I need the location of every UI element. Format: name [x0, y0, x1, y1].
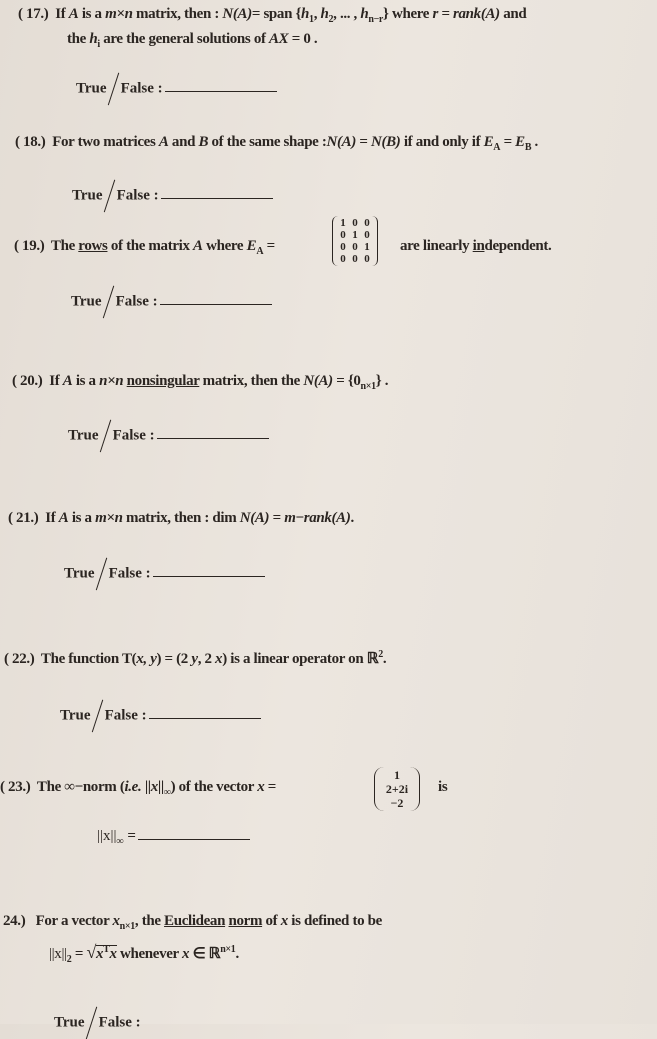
- slash-icon: [107, 74, 121, 104]
- answer-blank[interactable]: [161, 198, 273, 199]
- question-24-line-1: 24.) For a vector $x_{n\times 1}$, the Euclidean norm of x is defined to be: [3, 913, 382, 932]
- answer-blank[interactable]: [149, 718, 261, 719]
- question-19-end: are linearly independent.: [400, 238, 552, 254]
- question-17-line-2: the $h_i$ are the general solutions of AX = 0 .: [67, 31, 318, 50]
- answer-blank[interactable]: [157, 438, 269, 439]
- true-false-answer-18[interactable]: True False :: [72, 181, 273, 211]
- question-24-line-2: $||x||_2 = √x^Tx$ whenever x ∈ ℝ$^{n\times 1}$.: [49, 942, 239, 965]
- true-false-answer-17[interactable]: True False :: [76, 74, 277, 104]
- slash-icon: [99, 421, 113, 451]
- echelon-matrix: 1 0 0 0 1 0 0 0 1 0 0 0: [332, 216, 378, 266]
- vector-x: 1 2+2i −2: [374, 767, 420, 811]
- question-19: ( 19.) The rows of the matrix A where $E_A$ =: [14, 238, 275, 257]
- slash-icon: [95, 559, 109, 589]
- true-false-answer-20[interactable]: True False :: [68, 421, 269, 451]
- infinity-norm-answer[interactable]: $||x||_\infty$ =: [97, 828, 250, 847]
- true-false-answer-19[interactable]: True False :: [71, 287, 272, 317]
- answer-blank[interactable]: [138, 839, 250, 840]
- answer-blank[interactable]: [165, 91, 277, 92]
- answer-blank[interactable]: [160, 304, 272, 305]
- true-false-answer-24[interactable]: True False :: [54, 1008, 141, 1038]
- question-17-line-1: ( 17.) If A is a m×n matrix, then : N(A)= span {$h_1$, $h_2$, ... , $h_{n-r}$} where r = rank(A) and: [18, 6, 527, 25]
- question-18: ( 18.) For two matrices A and B of the same shape :N(A) = N(B) if and only if $E_A = E_B$ .: [15, 134, 538, 153]
- slash-icon: [85, 1008, 99, 1038]
- question-23: ( 23.) The ∞−norm (i.e. $||x||_\infty$) of the vector x =: [0, 779, 276, 798]
- question-23-end: is: [438, 779, 448, 795]
- true-false-answer-22[interactable]: True False :: [60, 701, 261, 731]
- slash-icon: [91, 701, 105, 731]
- question-21: ( 21.) If A is a m×n matrix, then : dim N(A) = m−rank(A).: [8, 510, 354, 526]
- question-20: ( 20.) If A is a n×n nonsingular matrix, then the $N(A) = \{0_{n\times 1}\}$ .: [12, 373, 389, 392]
- slash-icon: [103, 181, 117, 211]
- true-false-answer-21[interactable]: True False :: [64, 559, 265, 589]
- question-22: ( 22.) The function T(x, y) = (2 y, 2 x) is a linear operator on ℝ$^2$.: [4, 649, 387, 667]
- slash-icon: [102, 287, 116, 317]
- answer-blank[interactable]: [153, 576, 265, 577]
